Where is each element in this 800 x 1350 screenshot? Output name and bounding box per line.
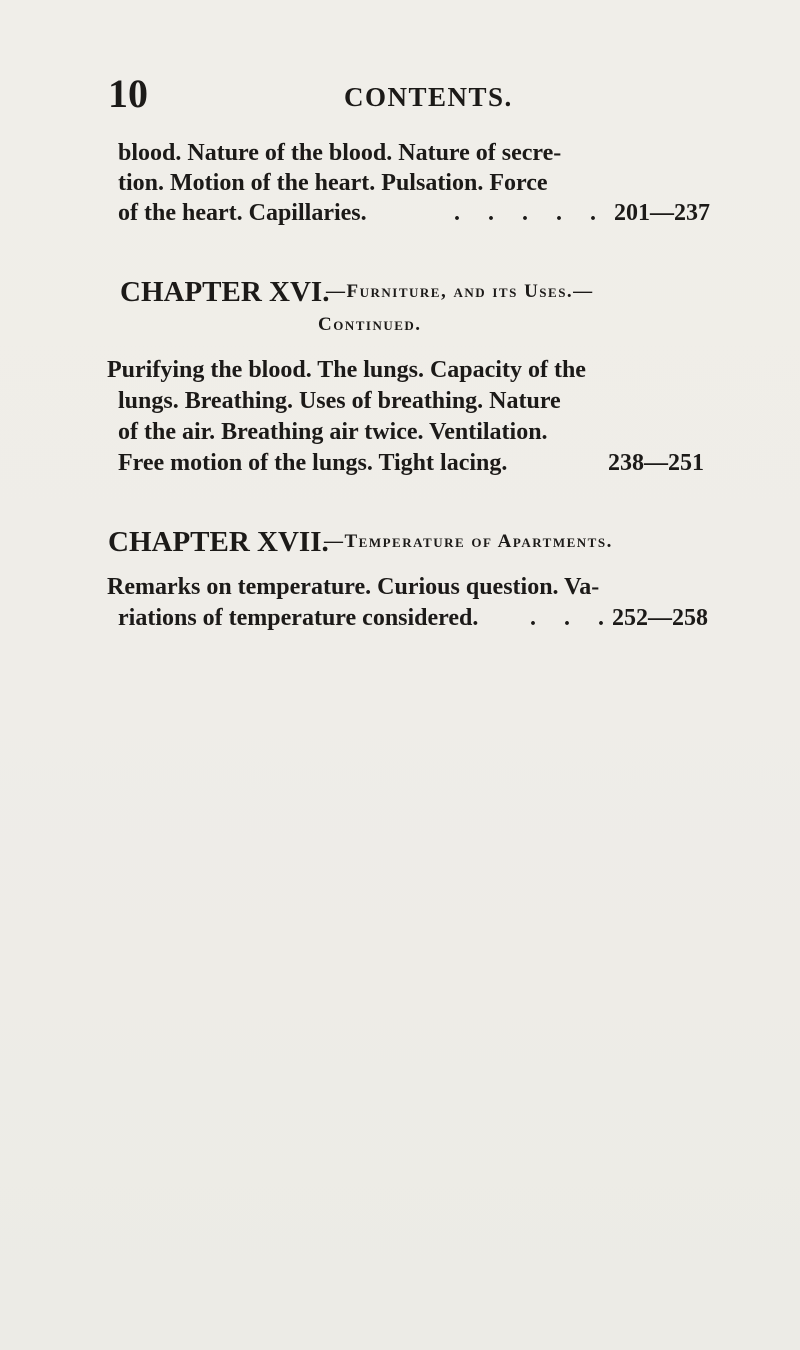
page-number: 10 bbox=[108, 71, 148, 116]
entry-line: tion. Motion of the heart. Pulsation. Force bbox=[118, 170, 548, 196]
entry-line: lungs. Breathing. Uses of breathing. Nature bbox=[118, 388, 561, 414]
chapter-title: —Temperature of Apartments. bbox=[324, 531, 613, 552]
chapter-title-continued: Continued. bbox=[318, 314, 422, 335]
dot-leader: . . . . . bbox=[454, 200, 607, 226]
entry-line: Purifying the blood. The lungs. Capacity of the bbox=[107, 357, 586, 383]
entry-line: riations of temperature considered. bbox=[118, 605, 479, 631]
entry-line: blood. Nature of the blood. Nature of secre- bbox=[118, 140, 562, 166]
page-range: 201—237 bbox=[614, 200, 710, 226]
dot-leader: . . . bbox=[530, 605, 615, 631]
running-head: CONTENTS. bbox=[344, 82, 513, 112]
chapter-label: CHAPTER XVII. bbox=[108, 526, 329, 558]
chapter-title: —Furniture, and its Uses.— bbox=[326, 281, 594, 302]
page-range: 238—251 bbox=[608, 450, 704, 476]
entry-line: of the heart. Capillaries. bbox=[118, 200, 367, 226]
page-range: 252—258 bbox=[612, 605, 708, 631]
chapter-label: CHAPTER XVI. bbox=[120, 276, 330, 308]
entry-line: Free motion of the lungs. Tight lacing. bbox=[118, 450, 508, 476]
entry-line: of the air. Breathing air twice. Ventilation. bbox=[118, 419, 548, 445]
entry-line: Remarks on temperature. Curious question. Va- bbox=[107, 574, 600, 600]
page-header bbox=[108, 72, 708, 116]
